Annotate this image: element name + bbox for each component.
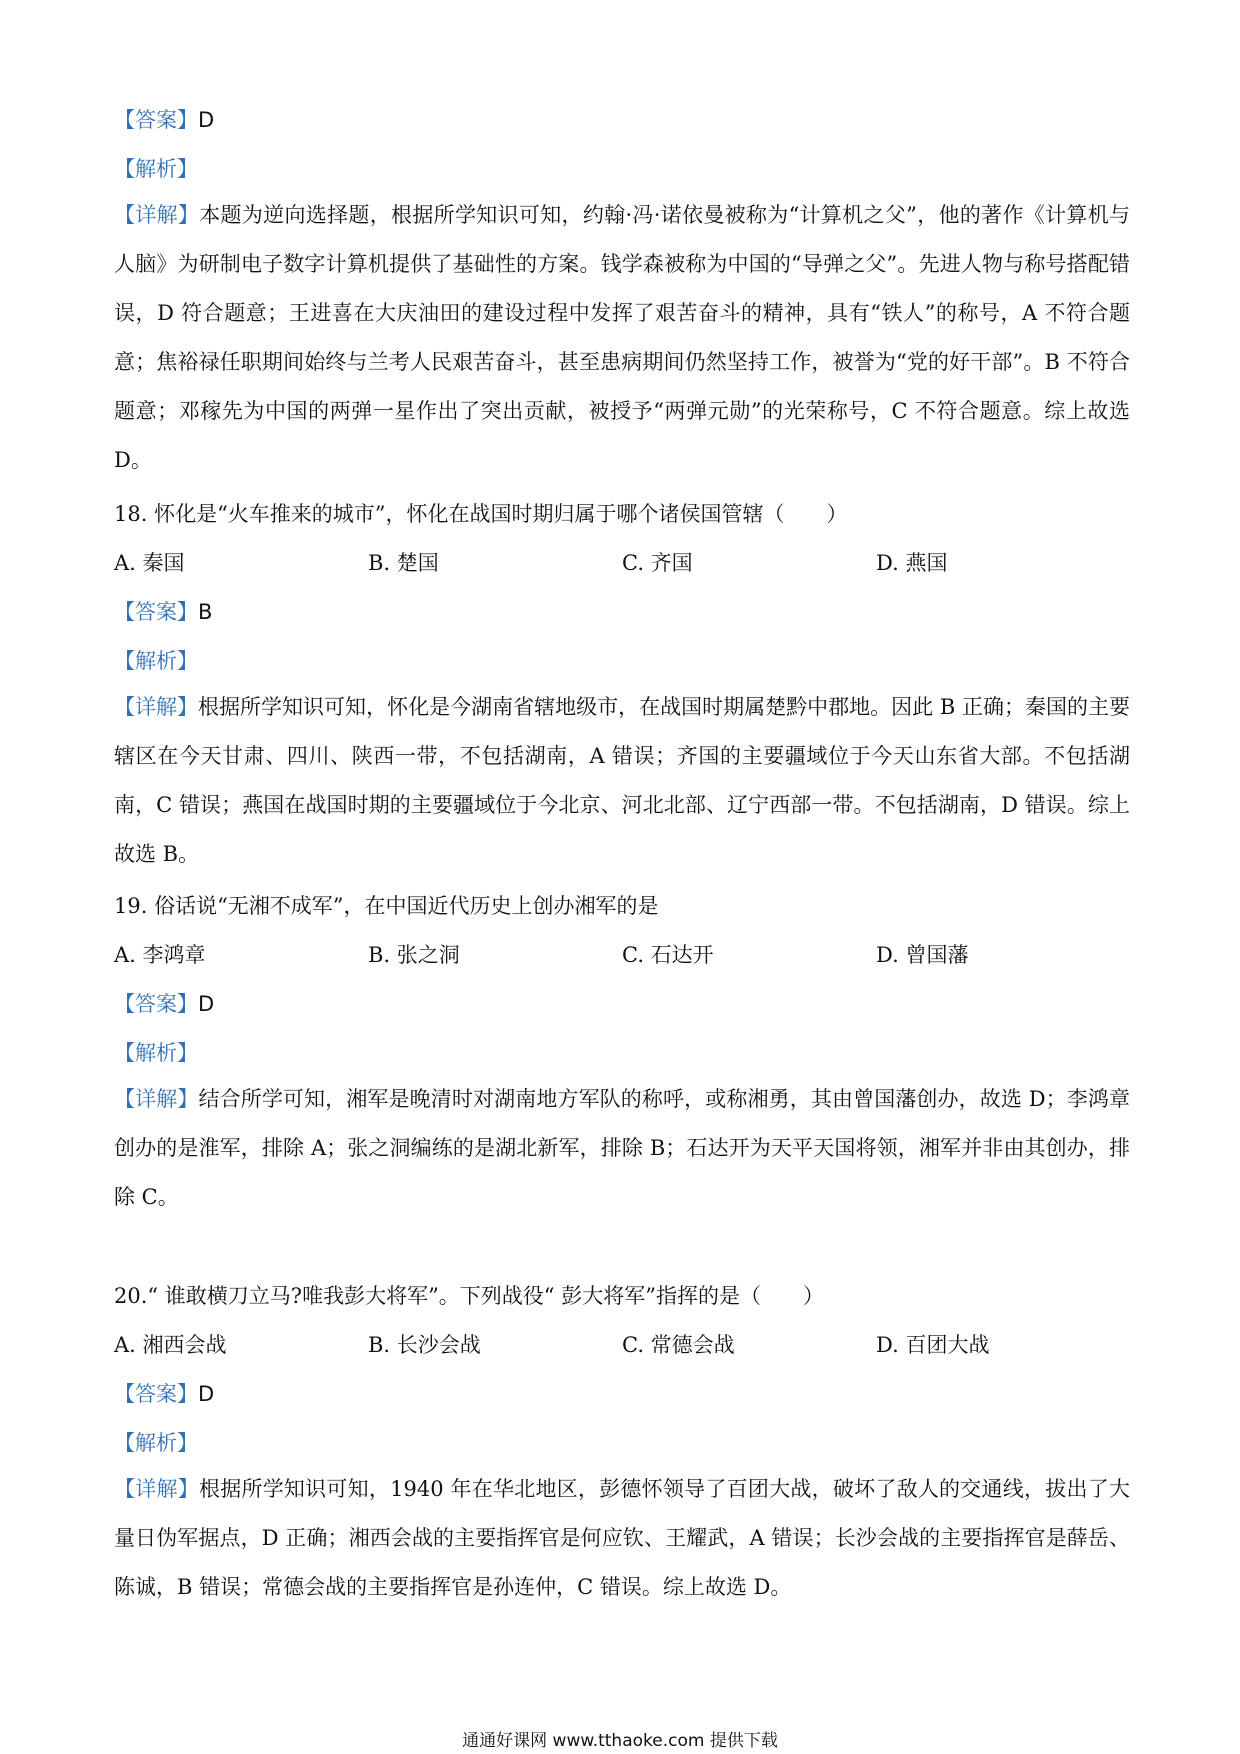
option-c: C. 齐国 — [622, 551, 693, 575]
detail-label: 【详解】 — [114, 203, 200, 227]
answer-value: D — [198, 1382, 215, 1406]
analysis-label: 【解析】 — [114, 1041, 198, 1065]
detail-text: 根据所学知识可知，1940 年在华北地区，彭德怀领导了百团大战，破坏了敌人的交通线，拔出了大量日伪军据点，D 正确；湘西会战的主要指挥官是何应钦、王耀武，A 错误；长沙会战的主要指挥官是薛岳、陈诚，B 错误；常德会战的主要指挥官是孙连仲，C 错误。综上故选 D。 — [114, 1477, 1130, 1599]
answer-line — [114, 1378, 1134, 1410]
option-c: C. 常德会战 — [622, 1333, 735, 1357]
answer-label: 【答案】 — [114, 108, 198, 132]
analysis-label: 【解析】 — [114, 157, 198, 181]
analysis-label: 【解析】 — [114, 649, 198, 673]
option-a: A. 湘西会战 — [114, 1333, 227, 1357]
answer-label: 【答案】 — [114, 600, 198, 624]
answer-value: B — [198, 600, 213, 624]
detail-paragraph — [114, 1075, 1130, 1222]
page-footer: 通通好课网 www.tthaoke.com 提供下载 — [462, 1731, 778, 1751]
option-b: B. 长沙会战 — [368, 1333, 481, 1357]
analysis-line — [114, 645, 1134, 677]
analysis-line — [114, 1427, 1134, 1459]
detail-text: 本题为逆向选择题，根据所学知识可知，约翰·冯·诺依曼被称为“计算机之父”，他的著作《计算机与人脑》为研制电子数字计算机提供了基础性的方案。钱学森被称为中国的“导弹之父”。先进人物与称号搭配错误，D 符合题意；王进喜在大庆油田的建设过程中发挥了艰苦奋斗的精神，具有“铁人”的称号，A 不符合题意；焦裕禄任职期间始终与兰考人民艰苦奋斗，甚至患病期间仍然坚持工作，被誉为“党的好干部”。B 不符合题意；邓稼先为中国的两弹一星作出了突出贡献，被授予“两弹元勋”的光荣称号，C 不符合题意。综上故选 D。 — [114, 203, 1131, 472]
answer-label: 【答案】 — [114, 1382, 198, 1406]
analysis-line — [114, 1037, 1134, 1069]
answer-line — [114, 596, 1134, 628]
option-d: D. 燕国 — [876, 551, 948, 575]
detail-paragraph — [114, 191, 1130, 485]
answer-label: 【答案】 — [114, 992, 198, 1016]
question-20-options — [114, 1329, 1134, 1361]
question-20-stem: 20.“ 谁敢横刀立马?唯我彭大将军”。下列战役“ 彭大将军”指挥的是（ ） — [114, 1284, 824, 1308]
answer-value: D — [198, 992, 215, 1016]
answer-value: D — [198, 108, 215, 132]
analysis-label: 【解析】 — [114, 1431, 198, 1455]
answer-line — [114, 104, 1134, 136]
detail-text: 根据所学知识可知，怀化是今湖南省辖地级市，在战国时期属楚黔中郡地。因此 B 正确；秦国的主要辖区在今天甘肃、四川、陕西一带，不包括湖南，A 错误；齐国的主要疆域位于今天山东省大部。不包括湖南，C 错误；燕国在战国时期的主要疆域位于今北京、河北北部、辽宁西部一带。不包括湖南，D 错误。综上故选 B。 — [114, 695, 1131, 866]
question-18-options — [114, 547, 1134, 579]
detail-text: 结合所学可知，湘军是晚清时对湖南地方军队的称呼，或称湘勇，其由曾国藩创办，故选 D；李鸿章创办的是淮军，排除 A；张之洞编练的是湖北新军，排除 B；石达开为天平天国将领，湘军并非由其创办，排除 C。 — [114, 1087, 1130, 1209]
option-c: C. 石达开 — [622, 943, 714, 967]
option-d: D. 百团大战 — [876, 1333, 990, 1357]
detail-label: 【详解】 — [114, 1087, 199, 1111]
detail-label: 【详解】 — [114, 1477, 199, 1501]
analysis-line — [114, 153, 1134, 185]
detail-label: 【详解】 — [114, 695, 199, 719]
option-b: B. 张之洞 — [368, 943, 460, 967]
detail-paragraph — [114, 1465, 1130, 1612]
option-a: A. 李鸿章 — [114, 943, 206, 967]
option-b: B. 楚国 — [368, 551, 439, 575]
question-18-stem: 18. 怀化是“火车推来的城市”，怀化在战国时期归属于哪个诸侯国管辖（ ） — [114, 502, 848, 526]
answer-line — [114, 988, 1134, 1020]
option-d: D. 曾国藩 — [876, 943, 969, 967]
option-a: A. 秦国 — [114, 551, 185, 575]
detail-paragraph — [114, 683, 1130, 879]
question-19-stem: 19. 俗话说“无湘不成军”，在中国近代历史上创办湘军的是 — [114, 894, 659, 918]
question-19-options — [114, 939, 1134, 971]
